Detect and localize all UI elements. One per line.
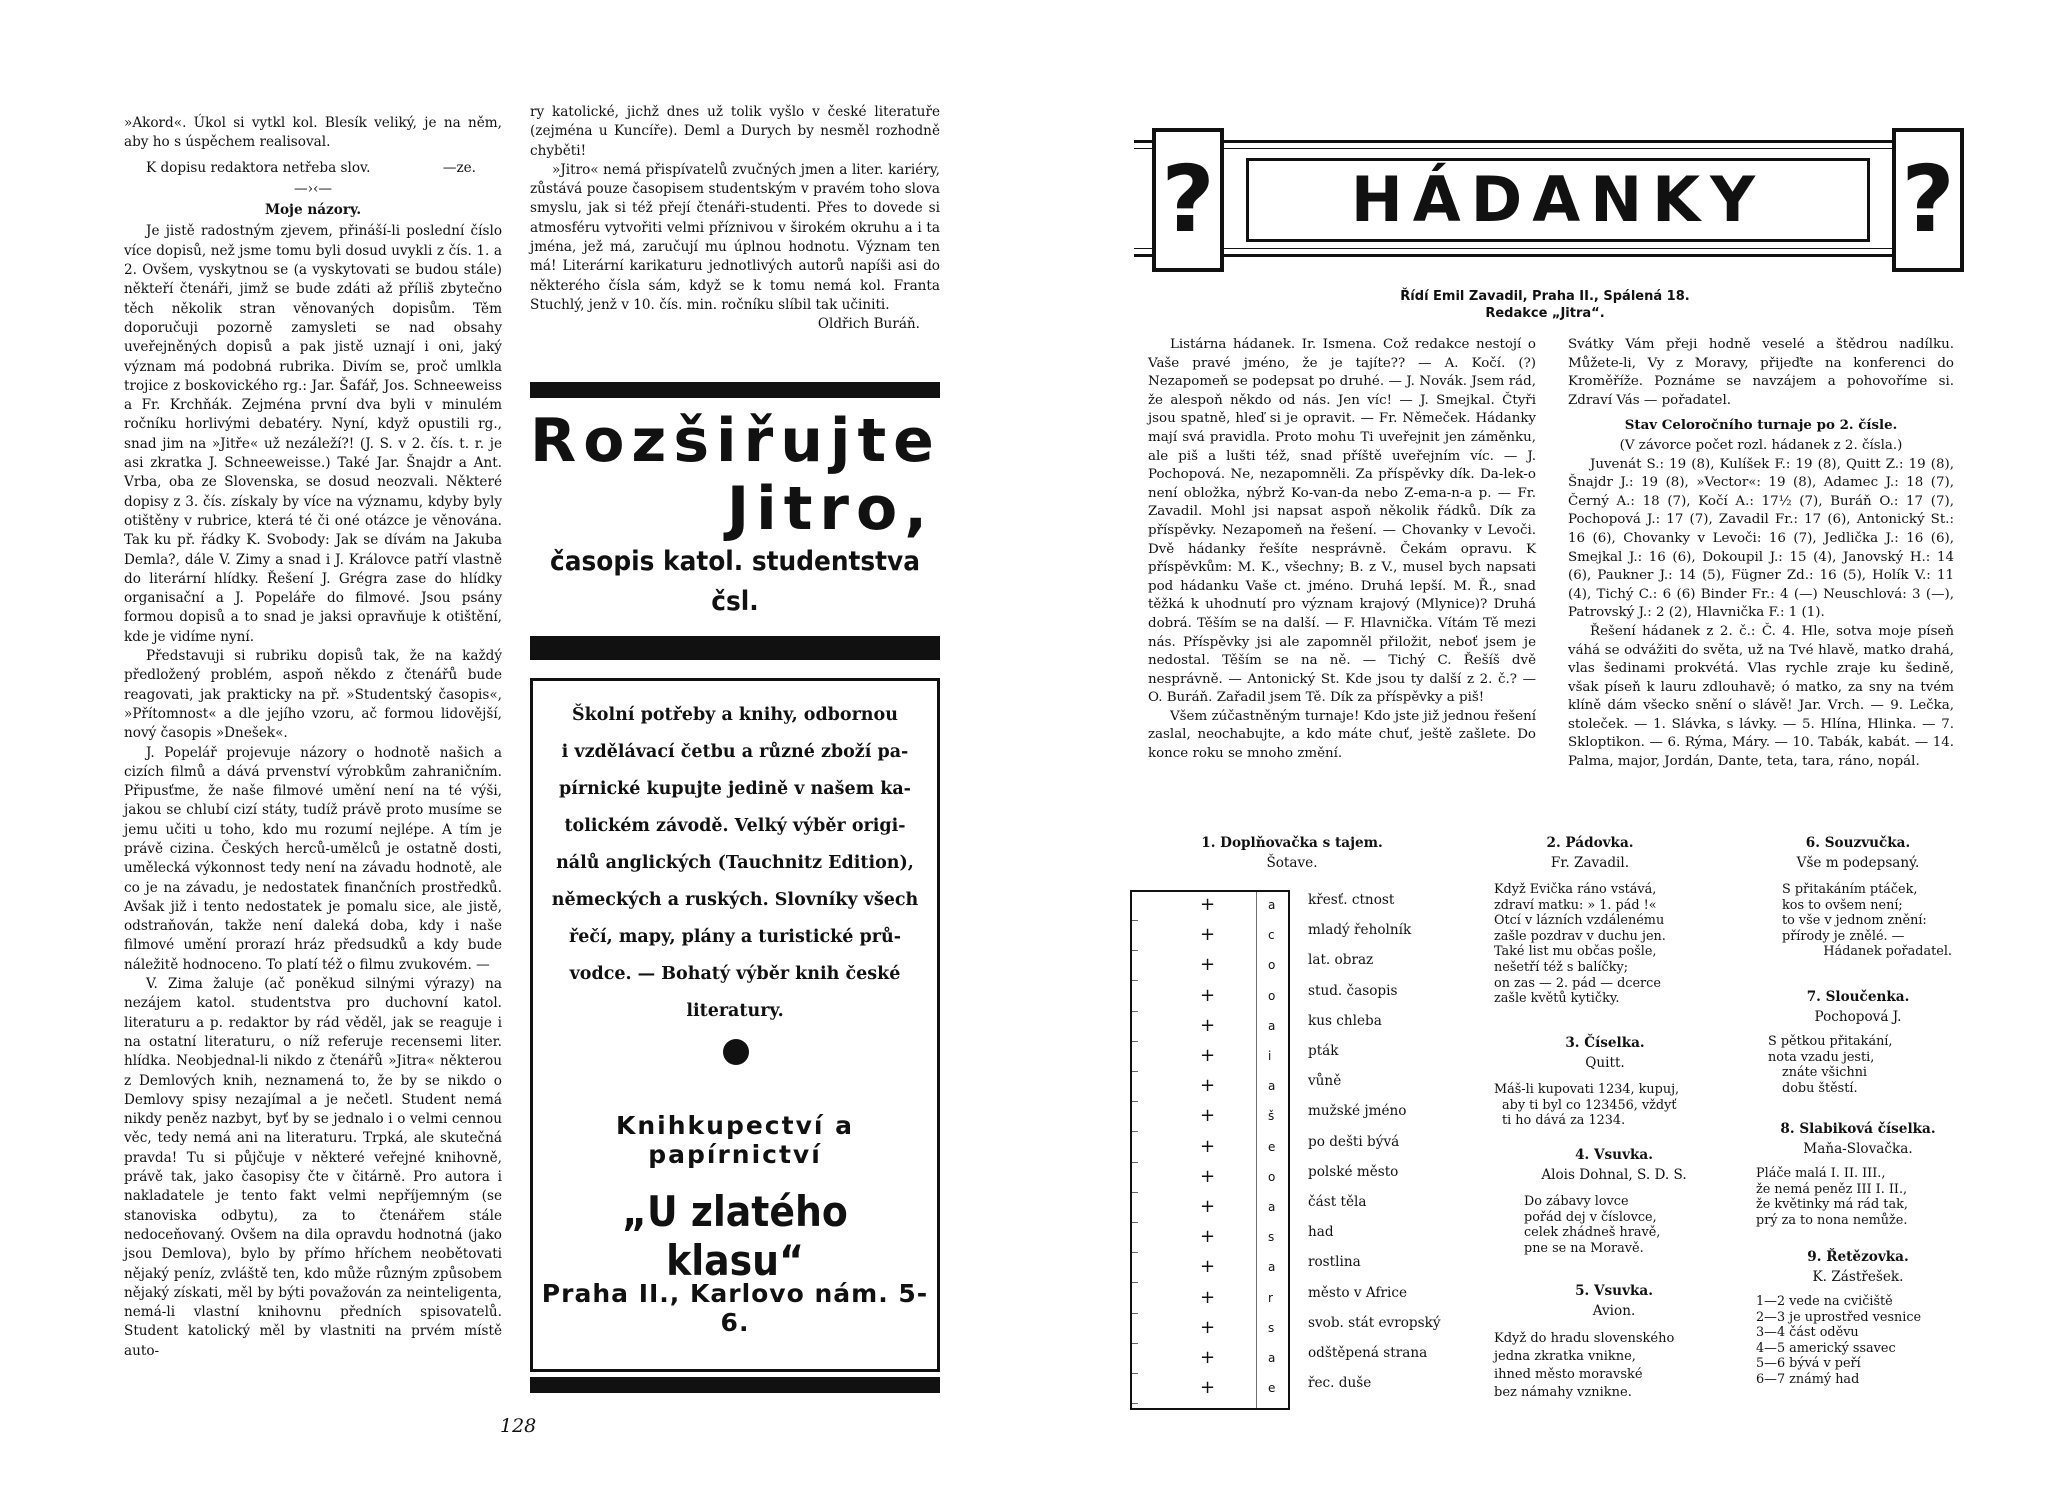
puzzle-5-line: jedna zkratka vnikne, xyxy=(1494,1349,1636,1364)
grid-cell-letter: a xyxy=(1268,1260,1276,1275)
grid-cell-letter: a xyxy=(1268,1351,1276,1365)
puzzle-4-title: 4. Vsuvka. xyxy=(1575,1147,1653,1163)
puzzle-5-line: Když do hradu slovenského xyxy=(1494,1331,1675,1346)
puzzle-2-line: zašle pozdrav v duchu jen. xyxy=(1494,928,1666,944)
grid-cell-letter: o xyxy=(1268,988,1276,1003)
puzzle-1-clue: vůně xyxy=(1308,1073,1342,1090)
col1-paragraph-0: »Akord«. Úkol si vytkl kol. Blesík veliký, je na něm, aby ho s úspěchem realisoval. xyxy=(124,115,502,151)
ad-headline-2: Jitro, xyxy=(726,474,934,544)
puzzle-8-line: že nemá peněz III I. II., xyxy=(1756,1181,1908,1197)
ad-mid-bar xyxy=(530,636,940,660)
col1-signature: —ze. xyxy=(442,159,476,176)
grid-cell-plus: + xyxy=(1200,894,1216,915)
puzzle-9-line: 2—3 je uprostřed vesnice xyxy=(1756,1309,1922,1325)
puzzle-1-clue: lat. obraz xyxy=(1308,952,1374,969)
col2-text2: »Jitro« nemá přispívatelů zvučných jmen a liter. kariéry, zůstává pouze časopisem studentským v pravém toho slova smyslu, jak si též přejí čtenáři-studenti. Přes to dovede si atmosféru vytvořiti velmi příznivou v širokém okruhu a i ta jména, jež má, zaručují mu úplnou hodnotu. Význam ten má! Literární karikaturu jednotlivých autorů napíši asi do některého čísla sám, když se k tomu nemá kol. Franta Stuchlý, jenž v 10. čís. min. ročníku slíbil tak učiniti. xyxy=(530,161,940,313)
grid-top-border xyxy=(1130,890,1290,892)
ad-subline: časopis katol. studentstva čsl. xyxy=(549,546,921,617)
puzzle-6-line: Hádanek pořadatel. xyxy=(1823,944,1952,960)
puzzle-9-line: 1—2 vede na cvičiště xyxy=(1756,1294,1893,1309)
puzzle-6-author: Vše m podepsaný. xyxy=(1796,854,1920,871)
puzzle-6-title: 6. Souzvučka. xyxy=(1805,835,1911,851)
grid-cell-plus: + xyxy=(1200,1226,1216,1248)
puzzle-1-clue: polské město xyxy=(1308,1163,1399,1180)
grid-cell-plus: + xyxy=(1200,1045,1216,1066)
puzzle-3-line: Máš-li kupovati 1234, kupuj, xyxy=(1494,1082,1680,1097)
puzzle-8-line: Pláče malá I. II. III., xyxy=(1756,1166,1886,1181)
puzzle-6-line: S přitakáním ptáček, xyxy=(1782,882,1918,897)
puzzle-7-line: dobu štěstí. xyxy=(1782,1080,1858,1096)
col1-paragraph-3: Představuji si rubriku dopisů tak, že na každý předložený problém, aspoň někdo z čtenářů bude reagovati, jak prakticky na př. »Studentský časopis«, »Přítomnost« a dle jejího vzoru, ač formou lidovější, nový časopis »Dnešek«. xyxy=(124,648,502,742)
puzzle-9-author: K. Zástřešek. xyxy=(1812,1268,1904,1285)
grid-cell-letter: o xyxy=(1268,1169,1276,1184)
grid-cell-letter: a xyxy=(1268,1079,1276,1094)
grid-row-tick xyxy=(1132,950,1138,951)
puzzle-2-line: zdraví matku: » 1. pád !« xyxy=(1494,897,1657,913)
ad-shop-type: Knihkupectví a papírnictví xyxy=(615,1111,855,1169)
puzzle-1-clue: křesť. ctnost xyxy=(1308,892,1395,908)
puzzle-2-author: Fr. Zavadil. xyxy=(1550,854,1630,871)
puzzle-7-title: 7. Sloučenka. xyxy=(1806,989,1910,1005)
puzzle-4-line: celek zhádneš hravě, xyxy=(1524,1225,1661,1241)
grid-cell-letter: s xyxy=(1268,1320,1275,1335)
grid-cell-letter: e xyxy=(1268,1139,1276,1154)
puzzle-5 xyxy=(1494,1282,1734,1321)
banner-left-box xyxy=(1152,128,1224,272)
col1-divider: —›‹— xyxy=(293,180,333,197)
ad-shop-name: „U zlatého klasu“ xyxy=(622,1187,848,1285)
puzzle-4-line: pne se na Moravě. xyxy=(1524,1240,1644,1256)
col2-top-text: Svátky Vám přeji hodně veselé a štědrou nadílku. Můžete-li, Vy z Moravy, přijeďte na konferenci do Kroměříže. Poznáme se navzájem a pohovoříme si. Zdraví Vás — pořadatel. xyxy=(1568,337,1954,408)
puzzle-2-line: Když Evička ráno vstává, xyxy=(1494,882,1657,897)
puzzle-2-title: 2. Pádovka. xyxy=(1546,835,1634,851)
grid-cell-letter: o xyxy=(1268,958,1276,973)
puzzle-7-author: Pochopová J. xyxy=(1814,1008,1902,1025)
puzzle-4 xyxy=(1494,1146,1734,1185)
stav-text: Juvenát S.: 19 (8), Kulíšek F.: 19 (8), Quitt Z.: 19 (8), Šnajdr J.: 19 (8), »Vector«: 19 (8), Adamec J.: 18 (7), Černý A.: 18 (7), Kočí A.: 17½ (7), Buráň O.: 17 (7), Pochopová J.: 17 (7), Zavadil Fr.: 17 (6), Antonický St.: 16 (6), Chovanky v Levoči: 16 (7), Jedlička J.: 16 (6), Smejkal J.: 16 (6), Dokoupil J.: 15 (4), Janovský H.: 14 (6), Paukner J.: 14 (5), Fügner Zd.: 16 (5), Holík V.: 11 (4), Tichý C.: 6 (6) Binder Fr.: 4 (—) Neuschlová: 3 (—), Patrovský J.: 2 (2), Hlavnička F.: 1 (1). xyxy=(1568,456,1954,621)
ad-box-line: řečí, mapy, plány a turistické prů- xyxy=(569,927,901,947)
grid-cell-letter: c xyxy=(1268,928,1275,943)
puzzle-1-clue: část těla xyxy=(1308,1194,1367,1210)
ad-box-line: literatury. xyxy=(686,1001,784,1021)
grid-cell-plus: + xyxy=(1200,1105,1216,1127)
grid-row-tick xyxy=(1132,1041,1138,1042)
puzzle-2-text xyxy=(1494,882,1734,1007)
puzzle-8-line: že květinky má rád tak, xyxy=(1756,1197,1908,1213)
grid-row-tick xyxy=(1132,1071,1138,1072)
grid-cell-plus: + xyxy=(1200,1196,1216,1217)
grid-left-border xyxy=(1130,890,1132,1410)
puzzle-5-author: Avion. xyxy=(1592,1302,1636,1319)
col1-dopis-line xyxy=(124,159,502,178)
puzzle-4-author: Alois Dohnal, S. D. S. xyxy=(1541,1166,1687,1183)
grid-cell-plus: + xyxy=(1200,954,1216,976)
col1-heading: Moje názory. xyxy=(264,202,362,219)
puzzle-1-clue: had xyxy=(1308,1224,1334,1241)
col2-signature: Oldřich Buráň. xyxy=(817,316,920,333)
grid-cell-plus: + xyxy=(1200,1286,1216,1308)
puzzle-1-clue: město v Africe xyxy=(1308,1284,1407,1301)
listarna-column xyxy=(1148,336,1536,764)
puzzle-1-clue: řec. duše xyxy=(1308,1375,1372,1392)
puzzle-3-line: ti ho dává za 1234. xyxy=(1502,1113,1626,1129)
banner-right-box xyxy=(1892,128,1964,272)
page-number: 128 xyxy=(500,1415,537,1437)
puzzle-1-clue: mužské jméno xyxy=(1308,1103,1407,1120)
grid-cell-letter: š xyxy=(1268,1109,1275,1124)
ad-box-copy xyxy=(533,697,937,1030)
grid-row-tick xyxy=(1132,1403,1138,1404)
puzzle-9-line: 5—6 bývá v peří xyxy=(1756,1356,1861,1372)
grid-cell-letter: r xyxy=(1268,1290,1273,1305)
banner-top-rule xyxy=(1134,140,1956,143)
grid-cell-letter: a xyxy=(1268,1018,1276,1033)
puzzle-2-line: zašle květů kytičky. xyxy=(1494,991,1620,1007)
question-mark-icon: ? xyxy=(1161,146,1215,253)
puzzle-7-text xyxy=(1768,1034,1948,1096)
grid-cell-plus: + xyxy=(1200,1256,1216,1278)
puzzle-1-clue: pták xyxy=(1308,1043,1339,1059)
editor-line-2: Redakce „Jitra“. xyxy=(1485,306,1605,321)
col1-paragraph-4: J. Popelář projevuje názory o hodnotě našich a cizích filmů a dává prvenství výrobkům zahraničním. Připusťme, že naše filmové umění není na té výši, jakou se chlubí cizí státy, tudíž právě proto musíme se jemu učiti u toho, kdo mu rozumí nejlépe. A tím je právě cizina. Českých herců-umělců je ostatně dosti, umělecká výkonnost tedy není na závadu hodnotě, ale co je na závadu, je nedostatek finančních prostředků. Avšak již i tento nedostatek je pomalu sice, ale jistě, odstraňován, takže není daleká doba, kdy i naše filmové umění prorazí hráz předsudků a kdy bude náležitě hodnoceno. To platí též o filmu zvukovém. — xyxy=(124,744,502,973)
grid-cell-plus: + xyxy=(1200,1165,1216,1187)
grid-cell-letter: a xyxy=(1268,898,1276,912)
puzzle-1-clue: svob. stát evropský xyxy=(1308,1314,1441,1331)
ad-box-line: nálů anglických (Tauchnitz Edition), xyxy=(556,853,914,873)
puzzle-2 xyxy=(1500,834,1680,873)
left-column-1 xyxy=(124,114,502,1361)
banner-bottom-rule-2 xyxy=(1134,248,1956,249)
grid-cell-plus: + xyxy=(1200,924,1216,946)
puzzle-1-clue: po dešti bývá xyxy=(1308,1133,1400,1150)
puzzle-1-clue: mladý řeholník xyxy=(1308,922,1412,939)
banner-top-rule-2 xyxy=(1134,148,1956,149)
grid-row-tick xyxy=(1132,1101,1138,1102)
puzzle-5-title: 5. Vsuvka. xyxy=(1575,1283,1653,1299)
grid-row-tick xyxy=(1132,1131,1138,1132)
puzzle-8-author: Maňa-Slovačka. xyxy=(1803,1140,1913,1157)
col1-paragraph-5: V. Zima žaluje (ač poněkud silnými výrazy) na nezájem katol. studentstva pro duchovní katol. literaturu a p. redaktor by rád věděl, jak se reaguje i na ostatní literaturu, o níž referuje recensemi liter. hlídka. Neobjednal-li nikdo z čtenářů »Jitra« některou z Demlových knih, neznamená to, že by se nikdo o Demlovy spisy nezajímal a je nečetl. Student nemá nikdy peněz nazbyt, byť by se jednalo i o velmi cennou věc, tedy nemá ani na literaturu. Trpká, ale skutečná pravda! Tu si půjčuje v některé veřejné knihovně, právě tak, jako časopisy čte v čitárně. Pro autora i nakladatele je tento fakt velmi nepříjemným (se stanoviska odbytu), za to čtenářem stále nedoceňovaný. Ovšem na dila opravdu hodnotná (jako jsou Demlova), bylo by přímo hříchem neobětovati nějaký peníz, zvláště ten, kdo může různým způsobem nějaký získati, měl by býti považován za neinteligenta, nemá-li vlastní knihovnu předních spisovatelů. Student katolický měl by vlastniti na prvém místě auto- xyxy=(124,976,502,1359)
editor-line: Řídí Emil Zavadil, Praha II., Spálená 18. xyxy=(1400,289,1690,304)
right-column-2 xyxy=(1568,336,1954,772)
listarna-text: Listárna hádanek. Ir. Ismena. Což redakce nestojí o Vaše pravé jméno, že je tajíte?? — A. Kočí. (?) Nezapomeň se podepsat po druhé. — J. Novák. Jsem rád, že alespoň někdo od nás. Jen víc! — J. Smejkal. Čtyři jsou spatně, hleď si je opravit. — Fr. Němeček. Hádanky mají svá pravidla. Proto mohu Ti uveřejnit jen záměnku, ale piš a lušti též, snad příště uveřejním víc. — J. Pochopová. Ne, nezapomněli. Za příspěvky dík. Da-lek-o není obložka, nýbrž Ko-van-da nebo Z-ema-n-a p. — Fr. Zavadil. Mohl jsi napsat aspoň několik řádků. Dík za příspěvky. Nezapomeň na řešení. — Chovanky v Levoči. Dvě hádanky řešíte nesprávně. Čekám opravu. K příspěvkům: M. K., všechny; B. z V., musel bych napsati pod hádanku Vaše ct. jméno. Druhá lepší. M. Ř., snad těžká k uhodnutí pro význam krajový (Mlynice)? Druhá dobrá. Těším se na další. — F. Hlavnička. Vítám Tě mezi nás. Příspěvky jsi ale zapomněl přiložit, neboť jsem je nedostal. Těším se na ně. — Tichý C. Řešíš dvě nesprávně. — Antonický St. Kde jsou ty další z 2. č.? — O. Buráň. Zařadil jsem Tě. Dík za příspěvky a piš! xyxy=(1148,337,1536,706)
puzzle-5-line: bez námahy vznikne. xyxy=(1494,1385,1632,1400)
puzzle-4-line: pořád dej v číslovce, xyxy=(1524,1209,1657,1225)
puzzle-1-title: 1. Doplňovačka s tajem. xyxy=(1201,835,1383,851)
puzzle-1 xyxy=(1130,834,1454,873)
puzzle-6 xyxy=(1768,834,1948,873)
col1-paragraph-1: K dopisu redaktora netřeba slov. xyxy=(146,159,371,176)
puzzle-9-text xyxy=(1756,1294,1956,1388)
grid-cell-plus: + xyxy=(1200,1377,1216,1399)
ad-box-line: německých a ruských. Slovníky všech xyxy=(551,890,919,910)
grid-cell-plus: + xyxy=(1200,1316,1216,1338)
ad-box-line: Školní potřeby a knihy, odbornou xyxy=(572,705,898,725)
grid-right-border xyxy=(1288,890,1290,1410)
ad-top-bar xyxy=(530,382,940,398)
puzzle-1-grid xyxy=(1130,890,1290,1410)
grid-inner-line xyxy=(1256,890,1257,1410)
stav-sub: (V závorce počet rozl. hádanek z 2. čísla.) xyxy=(1619,437,1903,453)
puzzle-7-line: nota vzadu jesti, xyxy=(1768,1049,1875,1065)
puzzle-1-clue: stud. časopis xyxy=(1308,982,1398,999)
puzzle-3-author: Quitt. xyxy=(1585,1054,1625,1071)
banner-bottom-rule xyxy=(1134,254,1956,257)
grid-row-tick xyxy=(1132,920,1138,921)
puzzle-8 xyxy=(1768,1120,1948,1159)
ad-box xyxy=(530,678,940,1372)
puzzle-9-title: 9. Řetězovka. xyxy=(1807,1249,1909,1265)
col1-paragraph-2: Je jistě radostným zjevem, přináší-li poslední číslo více dopisů, než jsme tomu byli dosud uvykli z čís. 1. a 2. Ovšem, vyskytnou se (a vyskytovati se budou stále) někteří čtenáři, jimž se bude zdáti až příliš zbytečno těch několik stran věnovaných dopisům. Těm doporučuji pozorně zamysleti se nad obsahy uveřejněných dopisů a pak jistě uznají i oni, jaký význam má podobná rubrika. Divím se, proč umlkla trojice z boskovického rg.: Jar. Šafář, Jos. Schneeweiss a Fr. Krchňák. Zejména první dva byli v minulém ročníku horlivými debatéry. Nyní, když opustili rg., snad jim na »Jitře« už nezáleží?! (J. S. v 2. čís. t. r. je asi zkratka J. Schneeweisse.) Také Jar. Šnajdr a Ant. Vrba, oba ze Slovenska, se dosud neozvali. Některé dopisy z 3. čís. získaly by více na významu, kdyby byly otištěny v rubrice, která té či oné otázce je věnována. Tak ku př. řádky K. Svobody: Jak se dívám na Jakuba Demla?, dále V. Zimy a snad i J. Královce patří vlastně do literární hlídky. Řešení J. Grégra zase do hlídky organisační a J. Popeláře do filmové. Jsou psány formou dopisů a to snad je jaksi opravňuje k otištění, kde je vidíme nyní. xyxy=(124,223,502,645)
stav-heading: Stav Celoročního turnaje po 2. čísle. xyxy=(1624,417,1898,434)
puzzle-8-line: prý za to nona nemůže. xyxy=(1756,1212,1908,1228)
puzzle-3-title: 3. Číselka. xyxy=(1565,1035,1645,1051)
grid-row-tick xyxy=(1132,1252,1138,1253)
puzzle-4-text xyxy=(1524,1194,1724,1256)
ad-headline-1: Rozšiřujte xyxy=(530,406,941,476)
grid-cell-plus: + xyxy=(1200,1075,1216,1097)
grid-row-tick xyxy=(1132,1192,1138,1193)
puzzle-9-line: 6—7 známý had xyxy=(1756,1371,1860,1387)
puzzle-9 xyxy=(1768,1248,1948,1287)
puzzle-7-line: S pětkou přitakání, xyxy=(1768,1034,1893,1049)
puzzle-8-text xyxy=(1756,1166,1956,1228)
grid-row-tick xyxy=(1132,980,1138,981)
puzzle-6-line: to vše v jednom znění: xyxy=(1782,913,1927,929)
ad-box-line: tolickém závodě. Velký výběr origi- xyxy=(564,816,906,836)
grid-bottom-border xyxy=(1130,1408,1290,1410)
grid-cell-letter: i xyxy=(1268,1049,1272,1063)
grid-row-tick xyxy=(1132,1011,1138,1012)
puzzle-1-clue: kus chleba xyxy=(1308,1012,1382,1029)
banner xyxy=(1134,128,1956,274)
puzzle-3 xyxy=(1520,1034,1690,1073)
ad-bottom-bar xyxy=(530,1377,940,1393)
puzzle-3-text xyxy=(1494,1082,1734,1129)
reseni-text: Řešení hádanek z 2. č.: Č. 4. Hle, sotva moje píseň váhá se odvážiti do světa, už na Tvé hlavě, matko drahá, vlas šedinami prokvétá. Vlas rychle zraje ku šedině, však píseň k lauru zdlouhavě; ó matko, za sny na tvém klíně dám všecko snění o slávě! Jar. Vrch. — 9. Lečka, stoleček. — 1. Slávka, s lávky. — 5. Hlína, Hlinka. — 7. Skloptikon. — 6. Rýma, Máry. — 10. Tabák, kabát. — 14. Palma, major, Jordán, Dante, teta, tara, ráno, nopál. xyxy=(1568,623,1954,770)
puzzle-3-line: aby ti byl co 123456, vždyť xyxy=(1502,1097,1677,1113)
puzzle-6-text xyxy=(1782,882,1952,960)
puzzle-6-line: přírody je znělé. — xyxy=(1782,928,1905,944)
puzzle-2-line: Otcí v lázních vzdálenému xyxy=(1494,913,1665,929)
puzzle-2-line: nešetří též s balíčky; xyxy=(1494,959,1629,975)
grid-cell-letter: a xyxy=(1268,1200,1276,1214)
grid-row-tick xyxy=(1132,1162,1138,1163)
ad-bullet xyxy=(723,1039,749,1065)
grid-row-tick xyxy=(1132,1343,1138,1344)
ad-box-line: vodce. — Bohatý výběr knih české xyxy=(569,964,901,984)
grid-cell-plus: + xyxy=(1200,1347,1216,1368)
ad-box-line: i vzdělávací četbu a různé zboží pa- xyxy=(561,742,909,762)
col2-text: ry katolické, jichž dnes už tolik vyšlo v české literatuře (zejména u Kuncíře). Deml a Durych by nesměl rozhodně chyběti! xyxy=(530,104,940,159)
puzzle-2-line: Také list mu občas pošle, xyxy=(1494,944,1657,960)
left-column-2 xyxy=(530,103,940,335)
puzzle-7 xyxy=(1768,988,1948,1027)
puzzle-4-line: Do zábavy lovce xyxy=(1524,1194,1629,1209)
grid-cell-plus: + xyxy=(1200,1014,1216,1036)
banner-title: HÁDANKY xyxy=(1350,163,1766,236)
puzzle-7-line: znáte všichni xyxy=(1782,1065,1868,1081)
puzzle-6-line: kos to ovšem není; xyxy=(1782,897,1903,913)
puzzle-5-line: ihned město moravské xyxy=(1494,1367,1643,1382)
grid-cell-plus: + xyxy=(1200,984,1216,1006)
puzzle-9-line: 3—4 část oděvu xyxy=(1756,1325,1859,1341)
grid-row-tick xyxy=(1132,1282,1138,1283)
grid-row-tick xyxy=(1132,1313,1138,1314)
puzzle-1-clue: odštěpená strana xyxy=(1308,1345,1428,1361)
grid-row-tick xyxy=(1132,1222,1138,1223)
ad-address: Praha II., Karlovo nám. 5-6. xyxy=(541,1279,929,1337)
puzzle-5-text xyxy=(1494,1330,1734,1402)
puzzle-1-author: Šotave. xyxy=(1266,854,1318,871)
banner-title-box xyxy=(1246,158,1870,242)
grid-cell-letter: e xyxy=(1268,1381,1276,1396)
ad-box-line: pírnické kupujte jedině v našem ka- xyxy=(559,779,911,799)
puzzle-2-line: on zas — 2. pád — dcerce xyxy=(1494,975,1661,991)
grid-row-tick xyxy=(1132,1373,1138,1374)
puzzle-8-title: 8. Slabiková číselka. xyxy=(1780,1121,1936,1137)
grid-cell-plus: + xyxy=(1200,1135,1216,1157)
puzzle-9-line: 4—5 americký ssavec xyxy=(1756,1340,1896,1356)
question-mark-icon: ? xyxy=(1901,146,1955,253)
puzzle-1-clue: rostlina xyxy=(1308,1254,1361,1271)
vsem-text: Všem zúčastněným turnaje! Kdo jste již jednou řešení zaslal, neochabujte, a kdo máte chuť, ještě zašlete. Do konce roku se mnoho změní. xyxy=(1148,708,1536,762)
grid-cell-letter: s xyxy=(1268,1230,1275,1245)
